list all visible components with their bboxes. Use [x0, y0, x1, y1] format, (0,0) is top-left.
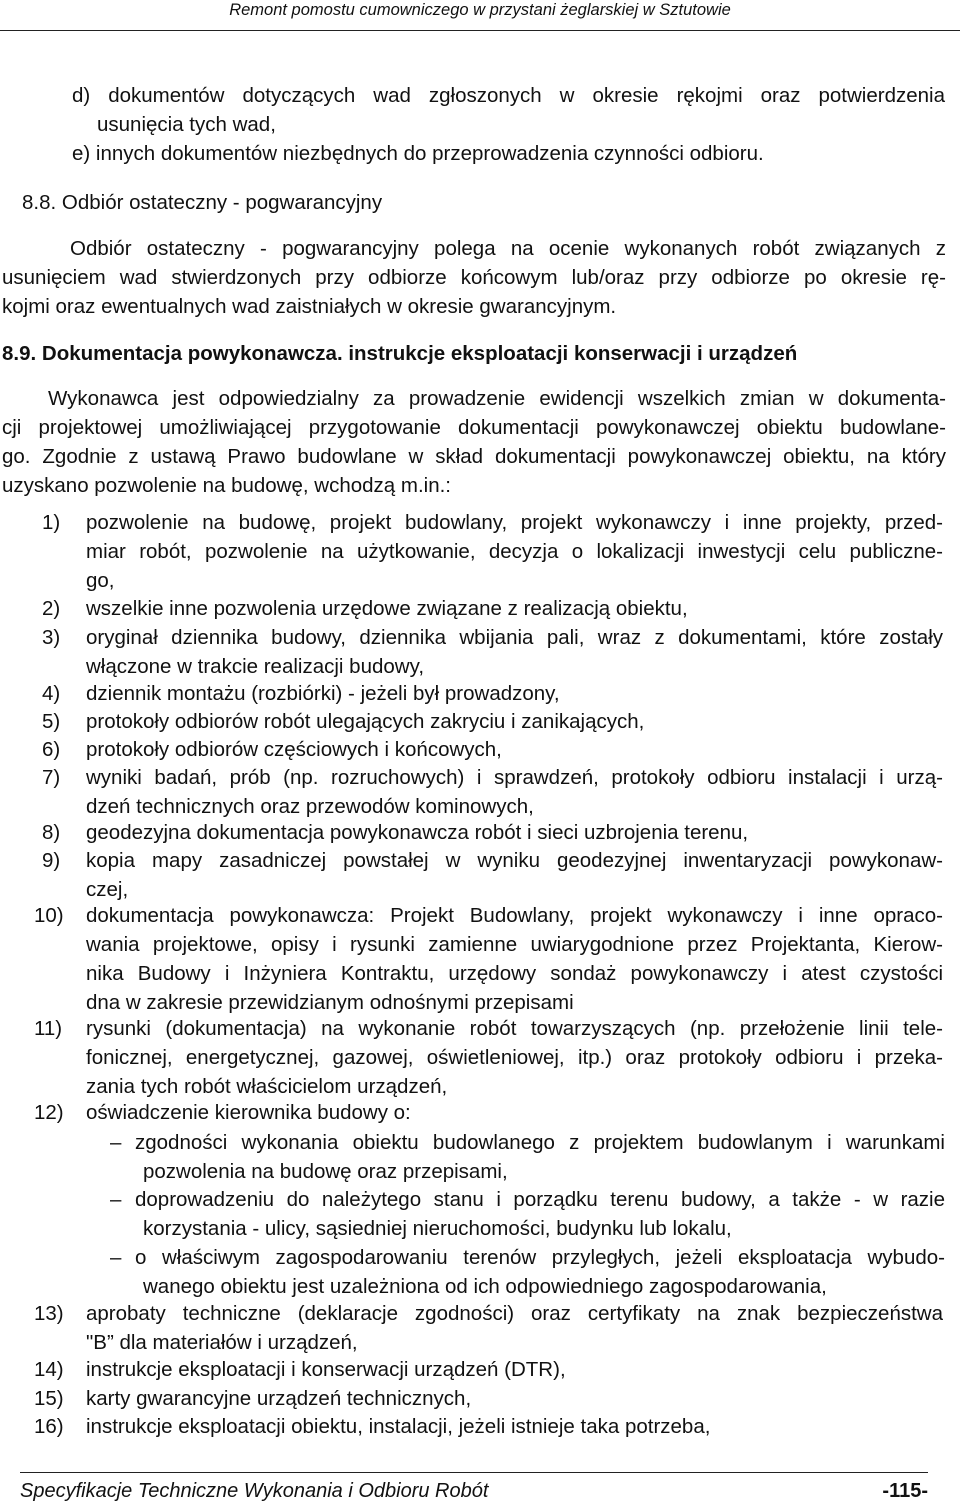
list-item-number: 4): [42, 682, 61, 705]
list-item-text: dna w zakresie przewidzianym odnośnymi przepisami: [86, 991, 574, 1014]
list-item-text: dziennik montażu (rozbiórki) - jeżeli był prowadzony,: [86, 682, 560, 705]
list-item-number: 14): [34, 1358, 64, 1381]
list-item-text: protokoły odbiorów częściowych i końcowych,: [86, 738, 502, 761]
list-item-number: 5): [42, 710, 61, 733]
footer-title: Specyfikacje Techniczne Wykonania i Odbioru Robót: [20, 1480, 489, 1502]
list-item-text: oświadczenie kierownika budowy o:: [86, 1101, 411, 1124]
sub-list-item-text: zgodności wykonania obiektu budowlanego z projektem budowlanym i warunkami: [135, 1131, 945, 1154]
section-8-8-para-line3: kojmi oraz ewentualnych wad zaistniałych w okresie gwarancyjnym.: [2, 295, 617, 318]
list-item-text: aprobaty techniczne (deklaracje zgodności) oraz certyfikaty na znak bezpieczeństwa: [86, 1302, 943, 1325]
list-item-text: protokoły odbiorów robót ulegających zakryciu i zanikających,: [86, 710, 645, 733]
section-8-8-para-line1: Odbiór ostateczny - pogwarancyjny polega na ocenie wykonanych robót związanych z: [70, 237, 946, 260]
list-item-text: geodezyjna dokumentacja powykonawcza robót i sieci uzbrojenia terenu,: [86, 821, 749, 844]
section-8-9-heading: 8.9. Dokumentacja powykonawcza. instrukcje eksploatacji konserwacji i urządzeń: [2, 342, 798, 365]
list-item-text: wania projektowe, opisy i rysunki zamienne uwiarygodnione przez Projektanta, Kierow-: [86, 933, 943, 956]
list-item-number: 6): [42, 738, 61, 761]
list-item-text: miar robót, pozwolenie na użytkowanie, decyzja o lokalizacji inwestycji celu publiczne-: [86, 540, 943, 563]
list-item-number: 13): [34, 1302, 64, 1325]
intro-item-d-line1: d) dokumentów dotyczących wad zgłoszonych w okresie rękojmi oraz potwierdzenia: [72, 84, 945, 107]
list-item-number: 8): [42, 821, 61, 844]
sub-list-item-text: korzystania - ulicy, sąsiedniej nieruchomości, budynku lub lokalu,: [143, 1217, 732, 1240]
list-item-text: "B” dla materiałów i urządzeń,: [86, 1331, 358, 1354]
list-item-text: włączone w trakcie realizacji budowy,: [86, 655, 425, 678]
list-item-text: zania tych robót właścicielom urządzeń,: [86, 1075, 448, 1098]
dash-bullet: –: [110, 1188, 122, 1211]
header-title: Remont pomostu cumowniczego w przystani żeglarskiej w Sztutowie: [229, 1, 731, 19]
list-item-text: pozwolenie na budowę, projekt budowlany, projekt wykonawczy i inne projekty, przed-: [86, 511, 943, 534]
list-item-number: 12): [34, 1101, 64, 1124]
list-item-text: dzeń technicznych oraz przewodów kominowych,: [86, 795, 534, 818]
section-8-9-para-line3: go. Zgodnie z ustawą Prawo budowlane w skład dokumentacji powykonawczej obiektu, na który: [2, 445, 946, 468]
intro-item-d-line2: usunięcia tych wad,: [97, 113, 276, 136]
list-item-text: nika Budowy i Inżyniera Kontraktu, urzędowy sondaż powykonawczy i atest czystości: [86, 962, 943, 985]
list-item-text: czej,: [86, 878, 129, 901]
list-item-text: rysunki (dokumentacja) na wykonanie robót towarzyszących (np. przełożenie linii tele-: [86, 1017, 943, 1040]
list-item-text: kopia mapy zasadniczej powstałej w wyniku geodezyjnej inwentaryzacji powykonaw-: [86, 849, 943, 872]
section-8-9-para-line4: uzyskano pozwolenie na budowę, wchodzą m.in.:: [2, 474, 451, 497]
list-item-number: 10): [34, 904, 64, 927]
sub-list-item-text: doprowadzeniu do należytego stanu i porządku terenu budowy, a także - w razie: [135, 1188, 945, 1211]
page-number: -115-: [882, 1480, 928, 1502]
list-item-text: wyniki badań, prób (np. rozruchowych) i sprawdzeń, protokoły odbioru instalacji i urzą-: [86, 766, 943, 789]
sub-list-item-text: pozwolenia na budowę oraz przepisami,: [143, 1160, 508, 1183]
list-item-number: 1): [42, 511, 61, 534]
intro-item-e: e) innych dokumentów niezbędnych do przeprowadzenia czynności odbioru.: [72, 142, 764, 165]
list-item-number: 11): [34, 1017, 63, 1040]
section-8-8-para-line2: usunięciem wad stwierdzonych przy odbiorze końcowym lub/oraz przy odbiorze po okresie rę-: [2, 266, 946, 289]
list-item-number: 7): [42, 766, 61, 789]
list-item-number: 3): [42, 626, 61, 649]
list-item-text: fonicznej, energetycznej, gazowej, oświetleniowej, itp.) oraz protokoły odbioru i przeka-: [86, 1046, 943, 1069]
page-footer: [20, 1472, 928, 1504]
list-item-text: instrukcje eksploatacji i konserwacji urządzeń (DTR),: [86, 1358, 566, 1381]
list-item-number: 15): [34, 1387, 64, 1410]
dash-bullet: –: [110, 1246, 122, 1269]
list-item-number: 9): [42, 849, 61, 872]
list-item-text: go,: [86, 569, 115, 592]
dash-bullet: –: [110, 1131, 122, 1154]
list-item-text: oryginał dziennika budowy, dziennika wbijania pali, wraz z dokumentami, które zostały: [86, 626, 943, 649]
list-item-text: dokumentacja powykonawcza: Projekt Budowlany, projekt wykonawczy i inne opraco-: [86, 904, 943, 927]
list-item-number: 2): [42, 597, 61, 620]
sub-list-item-text: o właściwym zagospodarowaniu terenów przyległych, jeżeli eksploatacja wybudo-: [135, 1246, 945, 1269]
list-item-number: 16): [34, 1415, 64, 1438]
sub-list-item-text: wanego obiektu jest uzależniona od ich odpowiedniego zagospodarowania,: [143, 1275, 827, 1298]
section-8-8-heading: 8.8. Odbiór ostateczny - pogwarancyjny: [22, 191, 383, 214]
section-8-9-para-line1: Wykonawca jest odpowiedzialny za prowadzenie ewidencji wszelkich zmian w dokumenta-: [48, 387, 946, 410]
page-header: [0, 0, 960, 31]
list-item-text: karty gwarancyjne urządzeń technicznych,: [86, 1387, 472, 1410]
list-item-text: wszelkie inne pozwolenia urzędowe związane z realizacją obiektu,: [86, 597, 688, 620]
section-8-9-para-line2: cji projektowej umożliwiającej przygotowanie dokumentacji powykonawczej obiektu budowlane-: [2, 416, 946, 439]
list-item-text: instrukcje eksploatacji obiektu, instalacji, jeżeli istnieje taka potrzeba,: [86, 1415, 711, 1438]
